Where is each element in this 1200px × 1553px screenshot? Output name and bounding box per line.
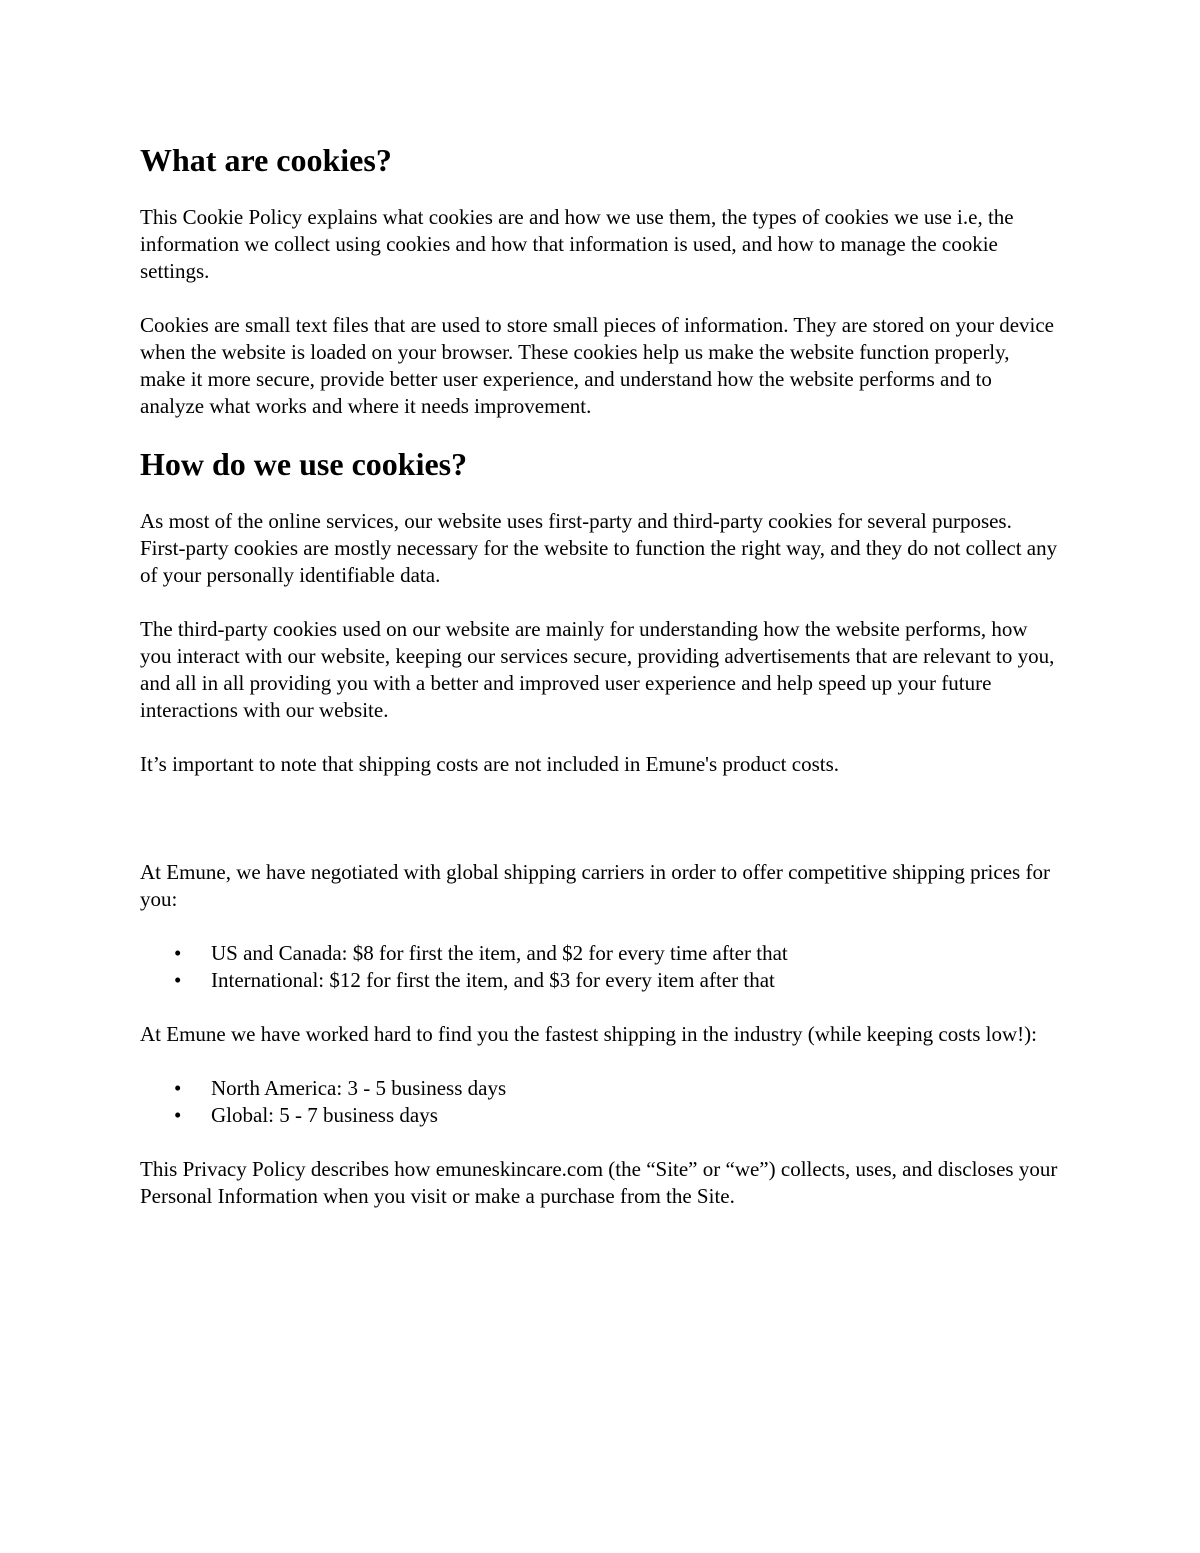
paragraph-third-party-cookies: The third-party cookies used on our website are mainly for understanding how the website performs, how you interact with our website, keeping our services secure, providing advertisements that are relevant to you, and all in all providing you with a better and improved user experience and help speed up your future interactions with our website. (140, 617, 1055, 722)
list-item-text: North America: 3 - 5 business days (211, 1076, 507, 1100)
list-item-text: Global: 5 - 7 business days (211, 1103, 438, 1127)
paragraph-privacy-policy: This Privacy Policy describes how emuneskincare.com (the “Site” or “we”) collects, uses, and discloses your Personal Information when you visit or make a purchase from the Site. (140, 1157, 1058, 1208)
list-item (140, 1102, 1060, 1129)
list-item-text: International: $12 for first the item, and $3 for every item after that (211, 968, 775, 992)
bullet-icon: • (174, 1076, 182, 1100)
heading-how-do-we-use-cookies: How do we use cookies? (140, 446, 468, 482)
shipping-times-list (140, 1075, 1060, 1129)
paragraph-shipping-speed: At Emune we have worked hard to find you the fastest shipping in the industry (while keeping costs low!): (140, 1022, 1037, 1046)
shipping-prices-list (140, 940, 1060, 994)
list-item (140, 967, 1060, 994)
paragraph-shipping-note: It’s important to note that shipping costs are not included in Emune's product costs. (140, 752, 840, 776)
paragraph-first-party-cookies: As most of the online services, our website uses first-party and third-party cookies for several purposes. First-party cookies are mostly necessary for the website to function the right way, and they do not collect any of your personally identifiable data. (140, 509, 1058, 587)
paragraph-shipping-intro: At Emune, we have negotiated with global shipping carriers in order to offer competitive shipping prices for you: (140, 860, 1050, 911)
list-item (140, 940, 1060, 967)
document-page (140, 138, 1060, 1210)
paragraph-cookies-definition: Cookies are small text files that are used to store small pieces of information. They are stored on your device when the website is loaded on your browser. These cookies help us make the website function properly, make it more secure, provide better user experience, and understand how the website performs and to analyze what works and where it needs improvement. (140, 313, 1055, 418)
list-item (140, 1075, 1060, 1102)
bullet-icon: • (174, 1103, 182, 1127)
paragraph-cookie-policy-intro: This Cookie Policy explains what cookies are and how we use them, the types of cookies we use i.e, the information we collect using cookies and how that information is used, and how to manage the cookie settings. (140, 205, 1014, 283)
heading-what-are-cookies: What are cookies? (140, 142, 392, 178)
list-item-text: US and Canada: $8 for first the item, and $2 for every time after that (211, 941, 788, 965)
bullet-icon: • (174, 968, 182, 992)
bullet-icon: • (174, 941, 182, 965)
